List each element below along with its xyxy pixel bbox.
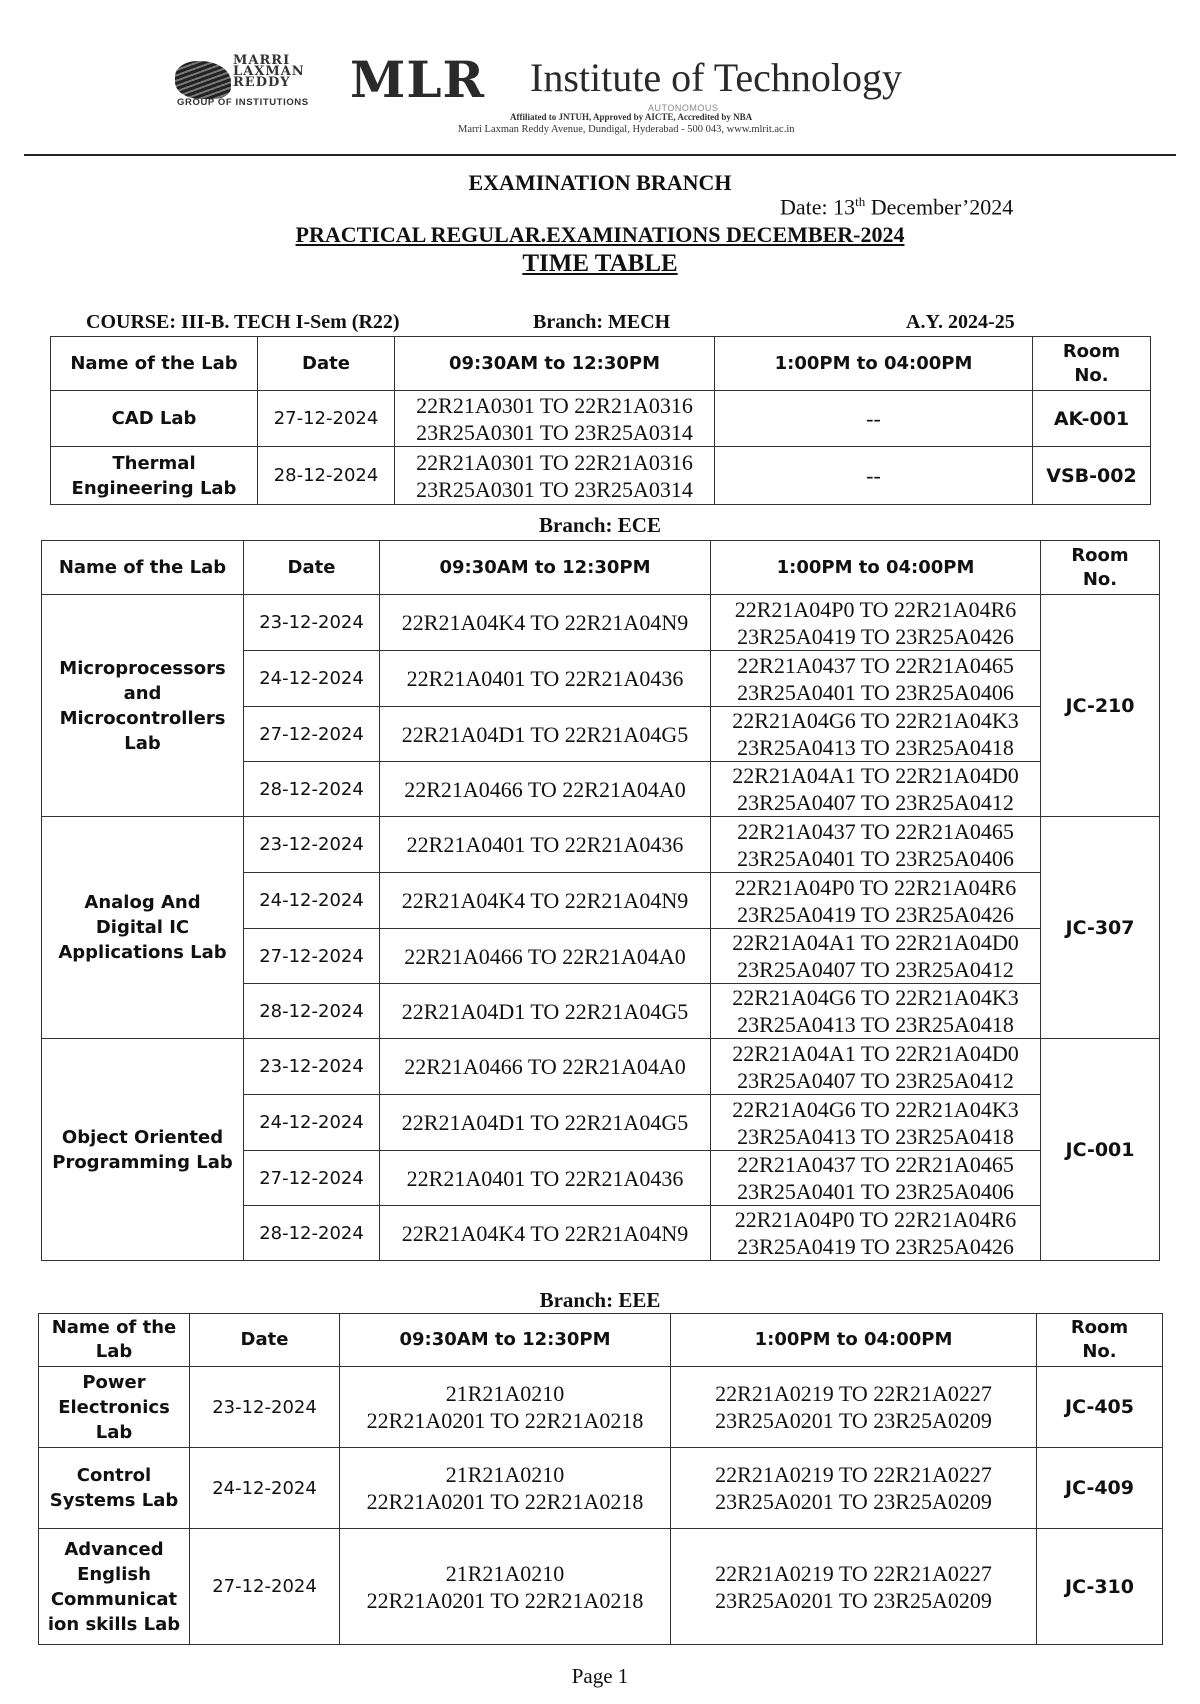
morning-batch: 22R21A0301 TO 22R21A0316 23R25A0301 TO 23R25A0314 [395,391,715,447]
morning-batch: 22R21A0401 TO 22R21A0436 [380,1151,711,1206]
afternoon-batch: 22R21A0437 TO 22R21A0465 23R25A0401 TO 23R25A0406 [711,651,1041,707]
morning-batch: 21R21A0210 22R21A0201 TO 22R21A0218 [340,1529,671,1645]
mech-timetable [50,336,1151,505]
afternoon-batch: 22R21A0219 TO 22R21A0227 23R25A0201 TO 23R25A0209 [671,1367,1037,1448]
course-label: COURSE: III-B. TECH I-Sem (R22) [86,311,400,333]
morning-batch: 22R21A04K4 TO 22R21A04N9 [380,1206,711,1261]
morning-batch: 22R21A0466 TO 22R21A04A0 [380,929,711,984]
afternoon-batch: 22R21A0219 TO 22R21A0227 23R25A0201 TO 23R25A0209 [671,1529,1037,1645]
table-row [51,447,1151,505]
header-room: Room No. [1041,541,1160,595]
exam-branch-heading: EXAMINATION BRANCH [468,170,732,195]
lab-name: Thermal Engineering Lab [51,447,258,505]
lab-name: Control Systems Lab [39,1448,190,1529]
afternoon-batch: 22R21A04G6 TO 22R21A04K3 23R25A0413 TO 23R25A0418 [711,1095,1041,1151]
room-number: JC-310 [1037,1529,1163,1645]
morning-batch: 22R21A0401 TO 22R21A0436 [380,817,711,873]
header-date: Date [258,337,395,391]
room-number: JC-405 [1037,1367,1163,1448]
lab-name: CAD Lab [51,391,258,447]
morning-batch: 22R21A04K4 TO 22R21A04N9 [380,873,711,929]
lab-name: Object Oriented Programming Lab [42,1039,244,1261]
afternoon-batch: 22R21A04A1 TO 22R21A04D0 23R25A0407 TO 23R25A0412 [711,929,1041,984]
morning-batch: 22R21A04K4 TO 22R21A04N9 [380,595,711,651]
academic-year: A.Y. 2024-25 [906,311,1015,333]
header-lab: Name of the Lab [39,1314,190,1367]
header-lab: Name of the Lab [42,541,244,595]
exam-date: 28-12-2024 [244,1206,380,1261]
logo-emblem-icon [175,61,231,99]
morning-batch: 21R21A0210 22R21A0201 TO 22R21A0218 [340,1448,671,1529]
afternoon-batch: 22R21A04A1 TO 22R21A04D0 23R25A0407 TO 23R25A0412 [711,1039,1041,1095]
exam-date: 27-12-2024 [258,391,395,447]
brand-mlr: MLR [350,50,486,109]
exam-date: 27-12-2024 [244,1151,380,1206]
header-morning: 09:30AM to 12:30PM [380,541,711,595]
table-row [39,1367,1163,1448]
exam-date: 24-12-2024 [244,873,380,929]
exam-date: 23-12-2024 [244,595,380,651]
afternoon-batch: -- [715,391,1033,447]
header-date: Date [190,1314,340,1367]
lab-name: Analog And Digital IC Applications Lab [42,817,244,1039]
exam-date: 27-12-2024 [244,707,380,762]
room-number: JC-409 [1037,1448,1163,1529]
morning-batch: 22R21A0466 TO 22R21A04A0 [380,762,711,817]
eee-timetable [38,1313,1163,1645]
room-number: JC-210 [1041,595,1160,817]
exam-date: 23-12-2024 [244,1039,380,1095]
institute-logo [175,55,345,110]
header-morning: 09:30AM to 12:30PM [395,337,715,391]
exam-title: PRACTICAL REGULAR.EXAMINATIONS DECEMBER-2024 [295,222,905,247]
afternoon-batch: 22R21A04A1 TO 22R21A04D0 23R25A0407 TO 23R25A0412 [711,762,1041,817]
table-row [51,391,1151,447]
afternoon-batch: 22R21A0437 TO 22R21A0465 23R25A0401 TO 23R25A0406 [711,817,1041,873]
afternoon-batch: 22R21A0437 TO 22R21A0465 23R25A0401 TO 23R25A0406 [711,1151,1041,1206]
exam-date: 23-12-2024 [244,817,380,873]
afternoon-batch: -- [715,447,1033,505]
exam-date: 24-12-2024 [244,1095,380,1151]
exam-date: 28-12-2024 [244,984,380,1039]
exam-date: 27-12-2024 [244,929,380,984]
room-number: AK-001 [1033,391,1151,447]
afternoon-batch: 22R21A04G6 TO 22R21A04K3 23R25A0413 TO 23R25A0418 [711,984,1041,1039]
header-afternoon: 1:00PM to 04:00PM [671,1314,1037,1367]
logo-words: MARRI LAXMAN REDDY [233,53,305,90]
morning-batch: 22R21A0301 TO 22R21A0316 23R25A0301 TO 23R25A0314 [395,447,715,505]
morning-batch: 21R21A0210 22R21A0201 TO 22R21A0218 [340,1367,671,1448]
header-room: Room No. [1033,337,1151,391]
exam-date: 24-12-2024 [244,651,380,707]
table-row [39,1529,1163,1645]
header-date: Date [244,541,380,595]
header-lab: Name of the Lab [51,337,258,391]
table-row [39,1448,1163,1529]
morning-batch: 22R21A04D1 TO 22R21A04G5 [380,984,711,1039]
header-divider [24,154,1176,156]
lab-name: Advanced English Communicat ion skills Lab [39,1529,190,1645]
morning-batch: 22R21A04D1 TO 22R21A04G5 [380,707,711,762]
room-number: JC-001 [1041,1039,1160,1261]
afternoon-batch: 22R21A04G6 TO 22R21A04K3 23R25A0413 TO 23R25A0418 [711,707,1041,762]
lab-name: Power Electronics Lab [39,1367,190,1448]
table-row [42,595,1160,651]
header-afternoon: 1:00PM to 04:00PM [715,337,1033,391]
exam-date: 28-12-2024 [258,447,395,505]
header-morning: 09:30AM to 12:30PM [340,1314,671,1367]
page-number: Page 1 [571,1664,629,1688]
morning-batch: 22R21A0466 TO 22R21A04A0 [380,1039,711,1095]
morning-batch: 22R21A0401 TO 22R21A0436 [380,651,711,707]
header-room: Room No. [1037,1314,1163,1367]
lab-name: Microprocessors and Microcontrollers Lab [42,595,244,817]
eee-branch-label: Branch: EEE [539,1288,661,1312]
brand-institute-name: Institute of Technology [530,55,902,100]
logo-group-text: GROUP OF INSTITUTIONS [177,97,309,108]
afternoon-batch: 22R21A04P0 TO 22R21A04R6 23R25A0419 TO 23R25A0426 [711,1206,1041,1261]
autonomous-label: AUTONOMOUS [648,103,719,113]
address-line: Marri Laxman Reddy Avenue, Dundigal, Hyderabad - 500 043, www.mlrit.ac.in [458,124,795,135]
afternoon-batch: 22R21A0219 TO 22R21A0227 23R25A0201 TO 23R25A0209 [671,1448,1037,1529]
table-row [42,817,1160,873]
exam-date: 28-12-2024 [244,762,380,817]
affiliation-line: Affiliated to JNTUH, Approved by AICTE, Accredited by NBA [510,112,753,122]
mech-branch-label: Branch: MECH [533,311,671,333]
ece-branch-label: Branch: ECE [539,513,661,537]
time-table-title: TIME TABLE [522,250,678,277]
afternoon-batch: 22R21A04P0 TO 22R21A04R6 23R25A0419 TO 23R25A0426 [711,873,1041,929]
exam-date: 24-12-2024 [190,1448,340,1529]
morning-batch: 22R21A04D1 TO 22R21A04G5 [380,1095,711,1151]
ece-timetable [41,540,1160,1261]
room-number: VSB-002 [1033,447,1151,505]
afternoon-batch: 22R21A04P0 TO 22R21A04R6 23R25A0419 TO 23R25A0426 [711,595,1041,651]
issue-date: Date: 13th December’2024 [780,194,1014,220]
table-row [42,1039,1160,1095]
header-afternoon: 1:00PM to 04:00PM [711,541,1041,595]
exam-date: 27-12-2024 [190,1529,340,1645]
exam-date: 23-12-2024 [190,1367,340,1448]
room-number: JC-307 [1041,817,1160,1039]
